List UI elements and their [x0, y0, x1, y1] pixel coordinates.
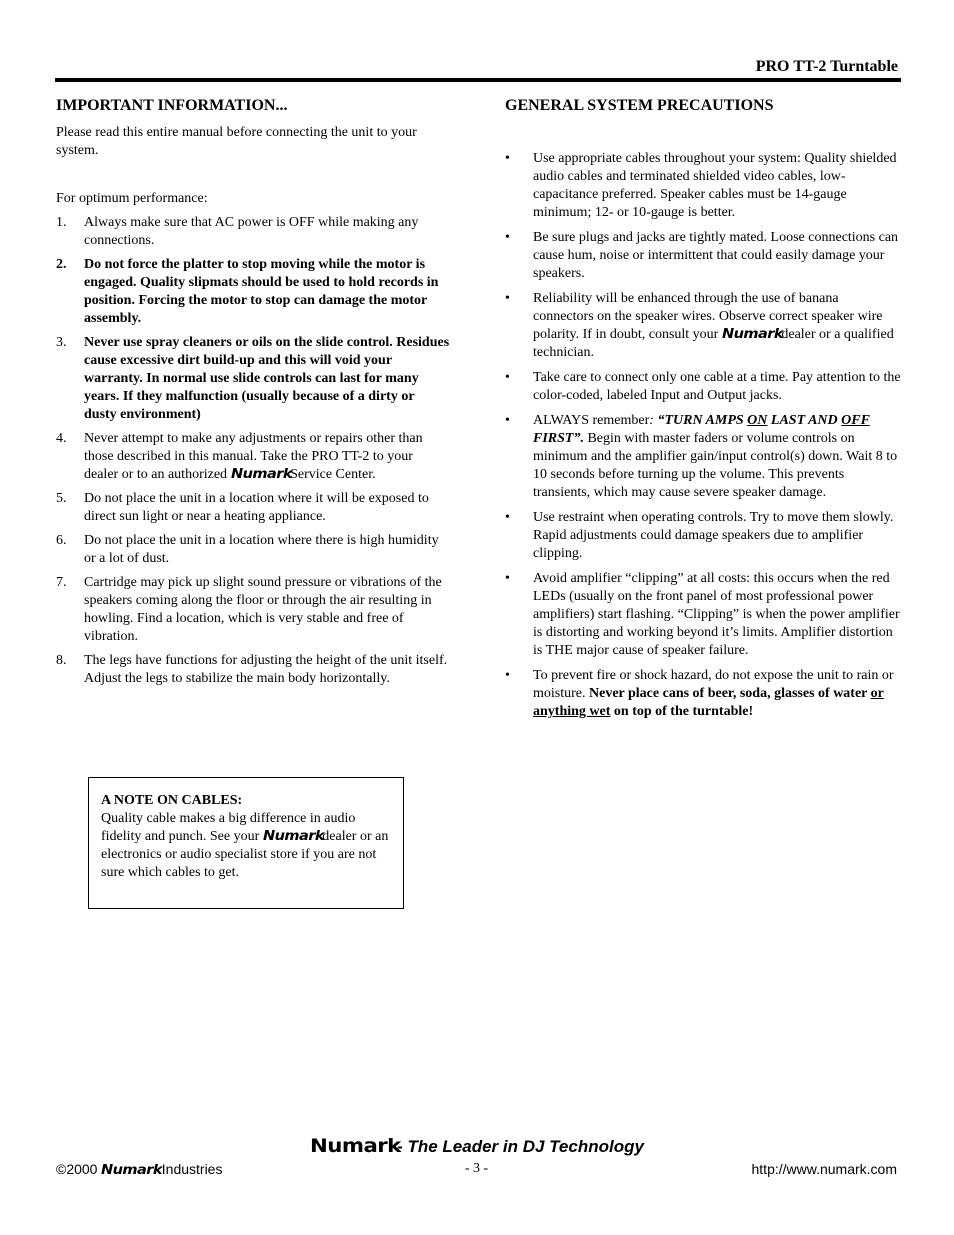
item-text: Do not place the unit in a location where it will be exposed to direct sun light or near a heating appliance.	[84, 491, 429, 524]
bullet: •	[505, 291, 510, 306]
bullet-text-cont: dealer or a qualified technician.	[533, 327, 894, 360]
numark-logo: Numark	[262, 829, 324, 844]
bullet-text: ALWAYS remember	[533, 413, 650, 428]
bullet-warning-end: on top of the turntable!	[610, 704, 754, 719]
item-number: 3.	[56, 335, 67, 350]
item-number: 2.	[56, 257, 67, 272]
bullet-text: Reliability will be enhanced through the use of banana connectors on the speaker wires. Observe correct speaker wire polarity. If in doubt, consult your	[533, 291, 883, 342]
item-text: Cartridge may pick up slight sound pressure or vibrations of the speakers coming along the floor or through the air resulting in howling. Find a location, which is very stable and free of vibration.	[84, 575, 442, 644]
item-number: 4.	[56, 431, 67, 446]
bullet-colon: :	[649, 413, 658, 428]
item-text: Always make sure that AC power is OFF while making any connections.	[84, 215, 419, 248]
list-item	[56, 532, 450, 568]
item-number: 5.	[56, 491, 67, 506]
bullet-text: Take care to connect only one cable at a time. Pay attention to the color-coded, labeled Input and Output jacks.	[533, 370, 901, 403]
bullet-text: Avoid amplifier “clipping” at all costs: this occurs when the red LEDs (usually on the front panel of most professional power amplifiers) start flashing. “Clipping” is when the power amplifier is distorting and working beyond it’s limits. Amplifier distortion is THE major cause of speaker failure.	[533, 571, 900, 658]
list-item	[505, 229, 901, 283]
bullet: •	[505, 668, 510, 683]
header-rule	[55, 78, 901, 82]
item-text: Never use spray cleaners or oils on the slide control. Residues cause excessive dirt build-up and this will void your warranty. In normal use slide controls can last for many years. If they malfunction (usually because of a dirty or dusty environment)	[84, 335, 450, 422]
bullet-text: Use appropriate cables throughout your system: Quality shielded audio cables and terminated shielded video cables, low-capacitance preferred. Speaker cables must be 14-gauge minimum; 12- or 10-gauge is better.	[533, 151, 897, 220]
page-number: - 3 -	[464, 1161, 489, 1176]
list-item	[56, 652, 450, 688]
cables-note-box	[88, 777, 404, 909]
instruction-list	[56, 214, 450, 688]
bullet: •	[505, 510, 510, 525]
list-item	[56, 214, 450, 250]
item-number: 1.	[56, 215, 67, 230]
list-item	[56, 256, 450, 328]
page-header-title: PRO TT-2 Turntable	[755, 58, 898, 75]
tagline-text: - The Leader in DJ Technology	[397, 1137, 644, 1156]
copyright-year: ©2000	[56, 1161, 102, 1177]
precautions-list	[505, 150, 901, 721]
note-text-b: dealer or an electronics or audio specialist store if you are not sure which cables to get.	[101, 829, 389, 880]
bullet: •	[505, 230, 510, 245]
footer-tagline	[0, 1137, 954, 1156]
item-number: 6.	[56, 533, 67, 548]
item-text: The legs have functions for adjusting the height of the unit itself. Adjust the legs to stabilize the main body horizontally.	[84, 653, 448, 686]
important-info-heading: IMPORTANT INFORMATION...	[56, 97, 288, 114]
numark-logo: Numark	[310, 1135, 401, 1157]
note-text	[101, 810, 391, 882]
footer-row	[56, 1160, 897, 1178]
copyright-company: Industries	[157, 1161, 223, 1177]
bullet-warning: Never place cans of beer, soda, glasses of water	[589, 686, 871, 701]
list-item	[505, 150, 901, 222]
bullet: •	[505, 571, 510, 586]
bullet: •	[505, 151, 510, 166]
bullet-text: Be sure plugs and jacks are tightly mated. Loose connections can cause hum, noise or intermittent that could easily damage your speakers.	[533, 230, 899, 281]
bullet: •	[505, 413, 510, 428]
bullet-text: Use restraint when operating controls. Try to move them slowly. Rapid adjustments could damage speakers due to amplifier clipping.	[533, 510, 894, 561]
precautions-heading: GENERAL SYSTEM PRECAUTIONS	[505, 97, 774, 114]
list-item	[505, 369, 901, 405]
bullet-text: To prevent fire or shock hazard, do not expose the unit to rain or moisture.	[533, 668, 894, 701]
left-column	[56, 96, 450, 694]
list-item	[505, 412, 901, 502]
list-item	[505, 570, 901, 660]
right-column	[505, 96, 901, 728]
note-title: A NOTE ON CABLES:	[101, 793, 243, 808]
item-text: Never attempt to make any adjustments or repairs other than those described in this manual. Take the PRO TT-2 to your dealer or to an authorized	[84, 431, 423, 482]
list-item	[56, 334, 450, 424]
list-item	[56, 574, 450, 646]
item-text-cont: Service Center.	[290, 467, 376, 482]
list-item	[505, 509, 901, 563]
numark-logo: Numark	[230, 467, 292, 482]
bullet-quote-3: FIRST”.	[533, 431, 584, 446]
bullet-on: ON	[747, 413, 768, 428]
bullet-text-cont: Begin with master faders or volume controls on minimum and the amplifier gain/input control(s) down. Wait 8 to 10 seconds before turning up the volume. This prevents transients, which may cause severe speaker damage.	[533, 431, 898, 500]
numark-logo: Numark	[721, 327, 783, 342]
list-item	[56, 430, 450, 484]
list-item	[505, 290, 901, 362]
website-link[interactable]: http://www.numark.com	[751, 1161, 897, 1177]
bullet: •	[505, 370, 510, 385]
item-text: Do not place the unit in a location where there is high humidity or a lot of dust.	[84, 533, 439, 566]
bullet-off: OFF	[841, 413, 870, 428]
bullet-quote-1: “TURN AMPS	[657, 413, 748, 428]
intro-text: Please read this entire manual before connecting the unit to your system.	[56, 125, 417, 158]
bullet-warning-underlined: or anything wet	[533, 686, 884, 719]
bullet-quote-2: LAST AND	[767, 413, 842, 428]
numark-logo: Numark	[101, 1163, 163, 1178]
item-number: 7.	[56, 575, 67, 590]
item-text: Do not force the platter to stop moving while the motor is engaged. Quality slipmats should be used to hold records in position. Forcing the motor to stop can damage the motor assembly.	[84, 257, 439, 326]
list-item	[56, 490, 450, 526]
list-item	[505, 667, 901, 721]
item-number: 8.	[56, 653, 67, 668]
optimum-label: For optimum performance:	[56, 191, 208, 206]
note-text-a: Quality cable makes a big difference in audio fidelity and punch. See your	[101, 811, 356, 844]
